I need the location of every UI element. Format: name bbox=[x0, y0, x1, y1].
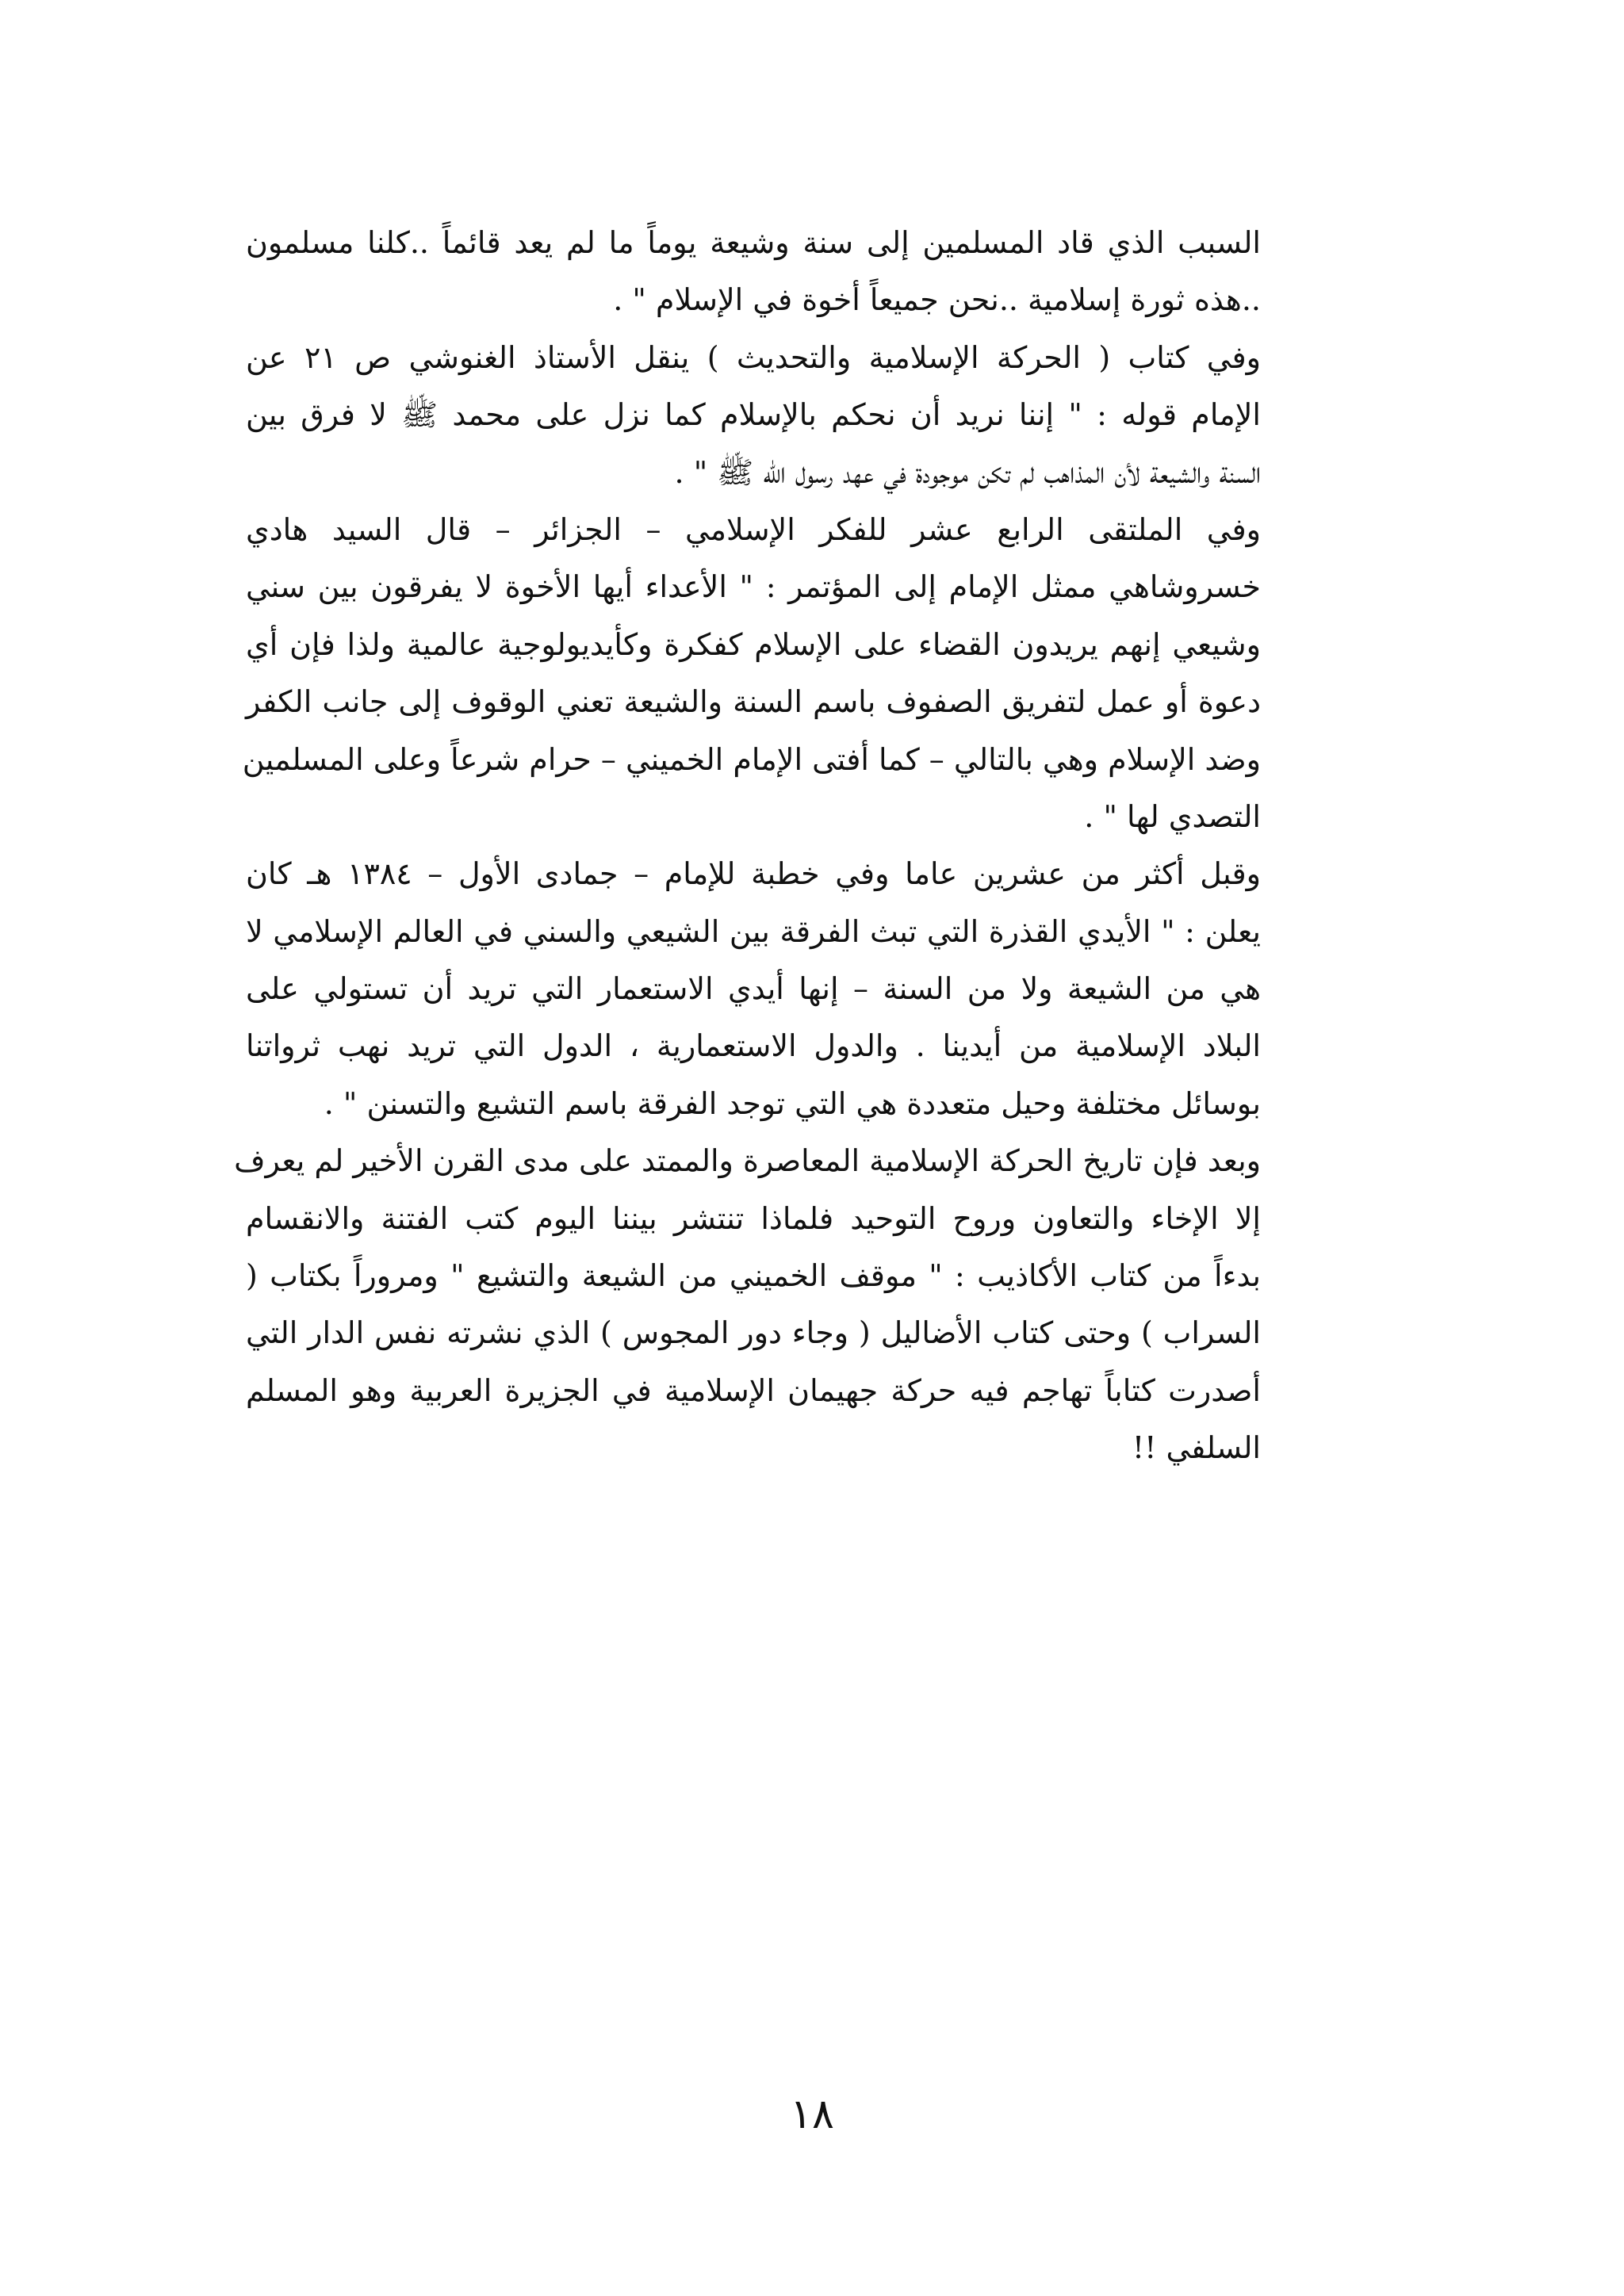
text-line-15: البلاد الإسلامية من أيدينا . والدول الاستعمارية ، الدول التي تريد نهب ثرواتنا bbox=[246, 1028, 1261, 1064]
text-line-6: وفي الملتقى الرابع عشر للفكر الإسلامي – الجزائر – قال السيد هادي bbox=[246, 511, 1261, 547]
text-line-20: السراب ) وحتى كتاب الأضاليل ( وجاء دور المجوس ) الذي نشرته نفس الدار التي bbox=[246, 1315, 1261, 1351]
text-line-19: بدءاً من كتاب الأكاذيب : " موقف الخميني من الشيعة والتشيع " ومروراً بكتاب ( bbox=[246, 1258, 1261, 1294]
body-text bbox=[234, 214, 1261, 1477]
text-line-17: وبعد فإن تاريخ الحركة الإسلامية المعاصرة والممتد على مدى القرن الأخير لم يعرف bbox=[234, 1143, 1261, 1179]
text-line-13: يعلن : " الأيدي القذرة التي تبث الفرقة بين الشيعي والسني في العالم الإسلامي لا bbox=[246, 913, 1261, 949]
text-line-10: وضد الإسلام وهي بالتالي – كما أفتى الإمام الخميني – حرام شرعاً وعلى المسلمين bbox=[242, 741, 1261, 777]
text-line-22: السلفي !! bbox=[1132, 1430, 1261, 1466]
text-line-11: التصدي لها " . bbox=[1084, 798, 1261, 834]
text-line-12: وقبل أكثر من عشرين عاما وفي خطبة للإمام – جمادى الأول – ١٣٨٤ هـ كان bbox=[246, 856, 1261, 892]
text-line-4: الإمام قوله : " إننا نريد أن نحكم بالإسلام كما نزل على محمد ﷺ لا فرق بين bbox=[246, 397, 1261, 433]
text-line-8: وشيعي إنهم يريدون القضاء على الإسلام كفكرة وكأيديولوجية عالمية ولذا فإن أي bbox=[246, 626, 1261, 662]
text-line-1: السبب الذي قاد المسلمين إلى سنة وشيعة يوماً ما لم يعد قائماً ..كلنا مسلمون bbox=[246, 225, 1261, 260]
text-line-7: خسروشاهي ممثل الإمام إلى المؤتمر : " الأعداء أيها الأخوة لا يفرقون بين سني bbox=[246, 569, 1261, 605]
text-line-14: هي من الشيعة ولا من السنة – إنها أيدي الاستعمار التي تريد أن تستولي على bbox=[246, 971, 1261, 1007]
text-line-18: إلا الإخاء والتعاون وروح التوحيد فلماذا تنتشر بيننا اليوم كتب الفتنة والانقسام bbox=[246, 1200, 1261, 1236]
page-number: ١٨ bbox=[790, 2091, 834, 2138]
text-line-16: بوسائل مختلفة وحيل متعددة هي التي توجد الفرقة باسم التشيع والتسنن " . bbox=[324, 1085, 1261, 1121]
text-line-3: وفي كتاب ( الحركة الإسلامية والتحديث ) ينقل الأستاذ الغنوشي ص ٢١ عن bbox=[246, 339, 1261, 375]
text-line-5: السنة والشيعة لأن المذاهب لم تكن موجودة في عهد رسول الله ﷺ " . bbox=[674, 454, 1261, 490]
text-line-9: دعوة أو عمل لتفريق الصفوف باسم السنة والشيعة تعني الوقوف إلى جانب الكفر bbox=[246, 684, 1261, 720]
text-line-2: ..هذه ثورة إسلامية ..نحن جميعاً أخوة في الإسلام " . bbox=[613, 282, 1261, 318]
text-line-21: أصدرت كتاباً تهاجم فيه حركة جهيمان الإسلامية في الجزيرة العربية وهو المسلم bbox=[246, 1372, 1261, 1408]
